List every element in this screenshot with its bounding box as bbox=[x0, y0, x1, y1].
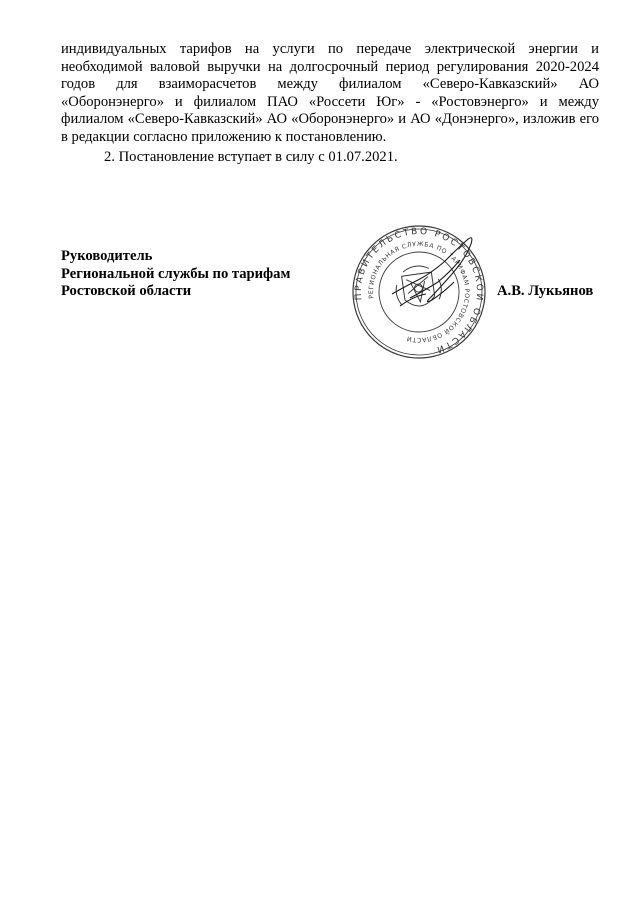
paragraph-effective-date: 2. Постановление вступает в силу с 01.07.2021. bbox=[104, 148, 398, 165]
signatory-title-line-3: Ростовской области bbox=[61, 283, 192, 300]
official-seal bbox=[334, 222, 504, 362]
signatory-title-line-1: Руководитель bbox=[61, 248, 153, 264]
signatory-title-line-2: Региональной службы по тарифам bbox=[61, 265, 291, 282]
coat-of-arms-icon bbox=[393, 263, 443, 309]
seal-outer-text: ПРАВИТЕЛЬСТВО РОСТОВСКОЙ ОБЛАСТИ bbox=[353, 226, 485, 355]
signatory-name: А.В. Лукьянов bbox=[497, 283, 594, 299]
document-body bbox=[61, 41, 599, 166]
paragraph-continuation: индивидуальных тарифов на услуги по передаче электрической энергии и необходимой валовой выручки на долгосрочный период регулирования 2020-2024 годов для взаиморасчетов между филиалом «Северо-Кавказский» АО «Оборонэнерго» и филиалом ПАО «Россети Юг» - «Ростовэнерго» и между филиалом «Северо-Кавказский» АО «Оборонэнерго» и АО «Донэнерго», изложив его в редакции согласно приложению к постановлению. bbox=[61, 41, 599, 145]
seal-inner-text: РЕГИОНАЛЬНАЯ СЛУЖБА ПО ТАРИФАМ РОСТОВСКОЙ ОБЛАСТИ bbox=[367, 240, 471, 344]
signatory-title bbox=[61, 248, 290, 301]
